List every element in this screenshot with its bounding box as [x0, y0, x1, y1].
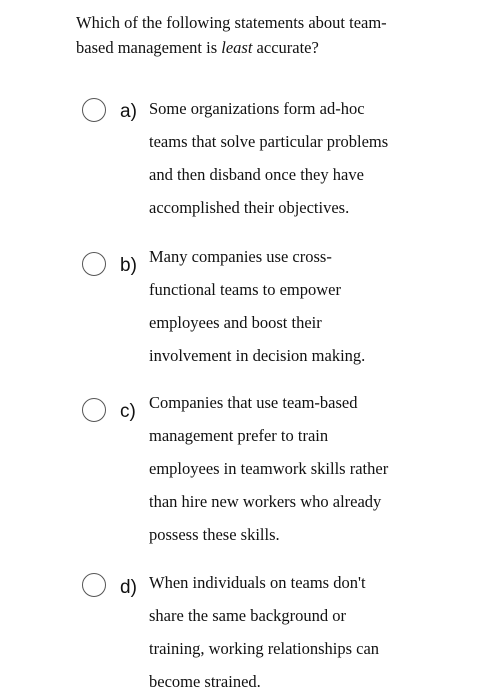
option-c-text: [149, 386, 449, 551]
option-b-line-1: Many companies use cross-: [149, 247, 332, 266]
question-line-1: Which of the following statements about team-: [76, 13, 387, 32]
option-b-text: [149, 240, 449, 372]
option-b-radio[interactable]: [82, 252, 106, 276]
question-line-2-end: accurate?: [252, 38, 319, 57]
option-a-line-4: accomplished their objectives.: [149, 198, 350, 217]
option-a-text: [149, 92, 449, 224]
option-a-line-2: teams that solve particular problems: [149, 132, 389, 151]
question-text: [76, 10, 456, 60]
option-a-radio[interactable]: [82, 98, 106, 122]
option-d-letter: d): [120, 577, 137, 598]
question-line-2-start: based management is: [76, 38, 222, 57]
option-c-line-5: possess these skills.: [149, 525, 280, 544]
option-d-text: [149, 566, 449, 698]
question-emphasis: least: [221, 38, 253, 57]
option-d-radio[interactable]: [82, 573, 106, 597]
option-b-line-4: involvement in decision making.: [149, 346, 366, 365]
option-d-line-4: become strained.: [149, 672, 261, 691]
option-d-line-1: When individuals on teams don't: [149, 573, 366, 592]
option-a-line-3: and then disband once they have: [149, 165, 364, 184]
option-d-line-3: training, working relationships can: [149, 639, 380, 658]
option-d-line-2: share the same background or: [149, 606, 347, 625]
option-c-radio[interactable]: [82, 398, 106, 422]
option-c-line-2: management prefer to train: [149, 426, 329, 445]
option-c-letter: c): [120, 401, 136, 422]
option-b-line-3: employees and boost their: [149, 313, 322, 332]
option-c-line-1: Companies that use team-based: [149, 393, 358, 412]
option-b-line-2: functional teams to empower: [149, 280, 341, 299]
option-c-line-3: employees in teamwork skills rather: [149, 459, 389, 478]
option-a-letter: a): [120, 101, 137, 122]
option-a-line-1: Some organizations form ad-hoc: [149, 99, 365, 118]
option-b-letter: b): [120, 255, 137, 276]
option-c-line-4: than hire new workers who already: [149, 492, 382, 511]
